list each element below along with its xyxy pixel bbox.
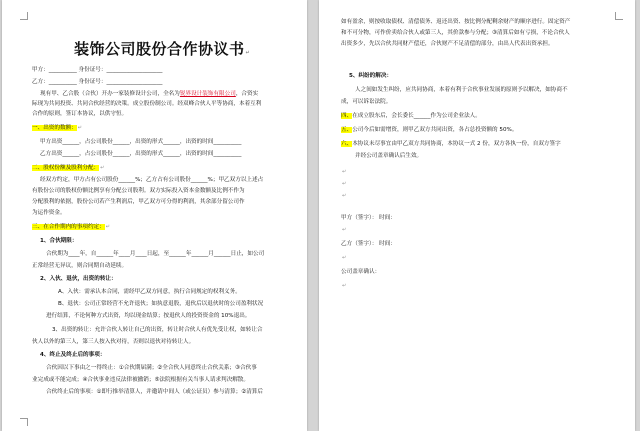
paragraph-mark: ↵ [342, 169, 347, 175]
intro-paragraph-line: 合作的原则，签订本协议，以供守恒。 [32, 111, 128, 117]
paragraph-line: 人之间如发生纠纷，应共同协商，本着有利于合伙事业发展的原则予以解决，如协商不 [355, 87, 568, 93]
paragraph-line: 有股份公司的股权份额比例享有分配公司股利。双方实际投入资本金数额及比例不作为 [32, 188, 245, 194]
clause-line: 四、在成立股东后，会长委长______作为公司企业法人。 [341, 113, 481, 119]
company-seal-line: 公司盖章确认： [341, 269, 381, 275]
paragraph-line: 合伙期为____年，自______年____月____日起，至______年______月______日止，如公司 [46, 251, 265, 257]
crop-mark [20, 418, 28, 426]
clause-line: 五、公司今后如需增资，则甲乙双方共同出资，各占总投资额的 50%。 [341, 127, 518, 133]
party-b-line: 乙方：__________ 身份证号：____________________ [32, 79, 163, 85]
section-heading: 二、股权份额及股利分配：↵ [32, 165, 105, 171]
intro-paragraph-line: 际现为共同投资、共同合伙经营的决策。成立股份制公司。经双峰合伙人平等协商，本着互利 [32, 101, 262, 107]
paragraph-line: 业完成或不能完成；④合伙事业违反法律被撤销；⑤法院根据有关当事人请求判决解散。 [32, 377, 249, 383]
contribution-line: 甲方出资______，占公司股份______，出资的形式______，出资的时间__________ [40, 139, 242, 145]
paragraph-mark: ↵ [342, 181, 347, 187]
subsection-heading: 5、纠纷的解决： [349, 73, 393, 79]
signature-line-a: 甲方（签字）： 时间： [341, 215, 396, 221]
paragraph-mark: ↵ [342, 193, 347, 199]
paragraph-line: 3、出资的转让：允许合伙人转让自己的出资，转让时合伙人有优先受让权，如转让合 [52, 327, 263, 333]
document-title: 装饰公司股份合作协议书↵ [74, 40, 251, 58]
paragraph-line: A、入伙：需承认本合同，需经甲乙双方同意，执行合同规定的权利义务。 [58, 289, 241, 295]
clause-line: 六、本协议未尽事宜由甲乙双方共同协商，本协议一式 2 份，双方各执一份，自双方签字 [341, 141, 561, 147]
paragraph-mark: ↵ [342, 255, 347, 261]
paragraph-mark: ↵ [342, 283, 347, 289]
paragraph-line: 进行结算，不论何种方式出资，均以现金结算；按退伙人的投资资金的 10%退出。 [46, 313, 251, 319]
section-heading: 一、出资的数额：↵ [32, 125, 82, 131]
paragraph-line: 分配股利的依据，股份公司若产生利润后，甲乙双方可分得的利润，其余部分留公司作 [32, 199, 245, 205]
section-heading: 三、在合作期内的事项约定：↵ [32, 224, 110, 230]
paragraph-line: 和不可分物，可作价卖给合伙人或第三人，其价款参与分配；③清算后如有亏损，不论合伙人 [341, 30, 570, 36]
document-page-right [319, 0, 635, 431]
crop-mark [615, 12, 623, 20]
paragraph-line: B、退伙：公司正常经营不允许退伙；如执意退股，退伙后以退伙时的公司盈利状况 [58, 301, 264, 307]
contribution-line: 乙方出资______，占公司股份______，出资的形式______，出资的时间__________ [40, 151, 242, 157]
subsection-heading: 1、合伙期限： [40, 238, 78, 244]
paragraph-line: 正常经营无异议，则合同期自动延续。 [32, 263, 128, 269]
clause-line: 并经公司盖章确认后生效。 [355, 153, 423, 159]
paragraph-line: 伙人以外的第三人，第三人按入伙对待，否则以退伙对待转让人。 [32, 339, 195, 345]
intro-paragraph-line: 现有甲、乙合股（合伙）开办一家装修设计公司，全名为锐界设计装饰有限公司，合资实 [40, 91, 259, 97]
paragraph-line: 合伙终止后的事项：①即行推举清算人，并邀请中间人（或公证员）参与清算；②清算后 [46, 389, 263, 395]
paragraph-line: 经双方约定，甲方占有公司股份______%；乙方占有公司股份______%；甲乙双方以上述占 [40, 177, 264, 183]
subsection-heading: 4、终止及终止后的事项： [40, 352, 106, 358]
crop-mark [20, 12, 28, 20]
paragraph-line: 合伙因以下事由之一得终止：①合伙期届满；②全合伙人同意终止合伙关系；③合伙事 [46, 365, 257, 371]
paragraph-line: 出资多少，先以合伙共同财产偿还，合伙财产不足清偿的部分，由出人代表出资承担。 [341, 41, 554, 47]
subsection-heading: 2、入伙、退伙，出资的转让： [40, 276, 117, 282]
paragraph-mark: ↵ [342, 227, 347, 233]
paragraph-line: 为运作资金。 [32, 210, 66, 216]
party-a-line: 甲方：__________ 身份证号：____________________ [32, 67, 163, 73]
paragraph-line: 成，可以诉讼法院。 [341, 99, 392, 105]
signature-line-b: 乙方（签字）： 时间： [341, 241, 396, 247]
document-page-left [2, 0, 307, 431]
company-name: 锐界设计装饰有限公司 [179, 91, 236, 97]
paragraph-line: 如有盈余，则按收取债权、清偿债务、返还出资、按比例分配剩余财产的顺序进行。固定资产 [341, 19, 571, 25]
